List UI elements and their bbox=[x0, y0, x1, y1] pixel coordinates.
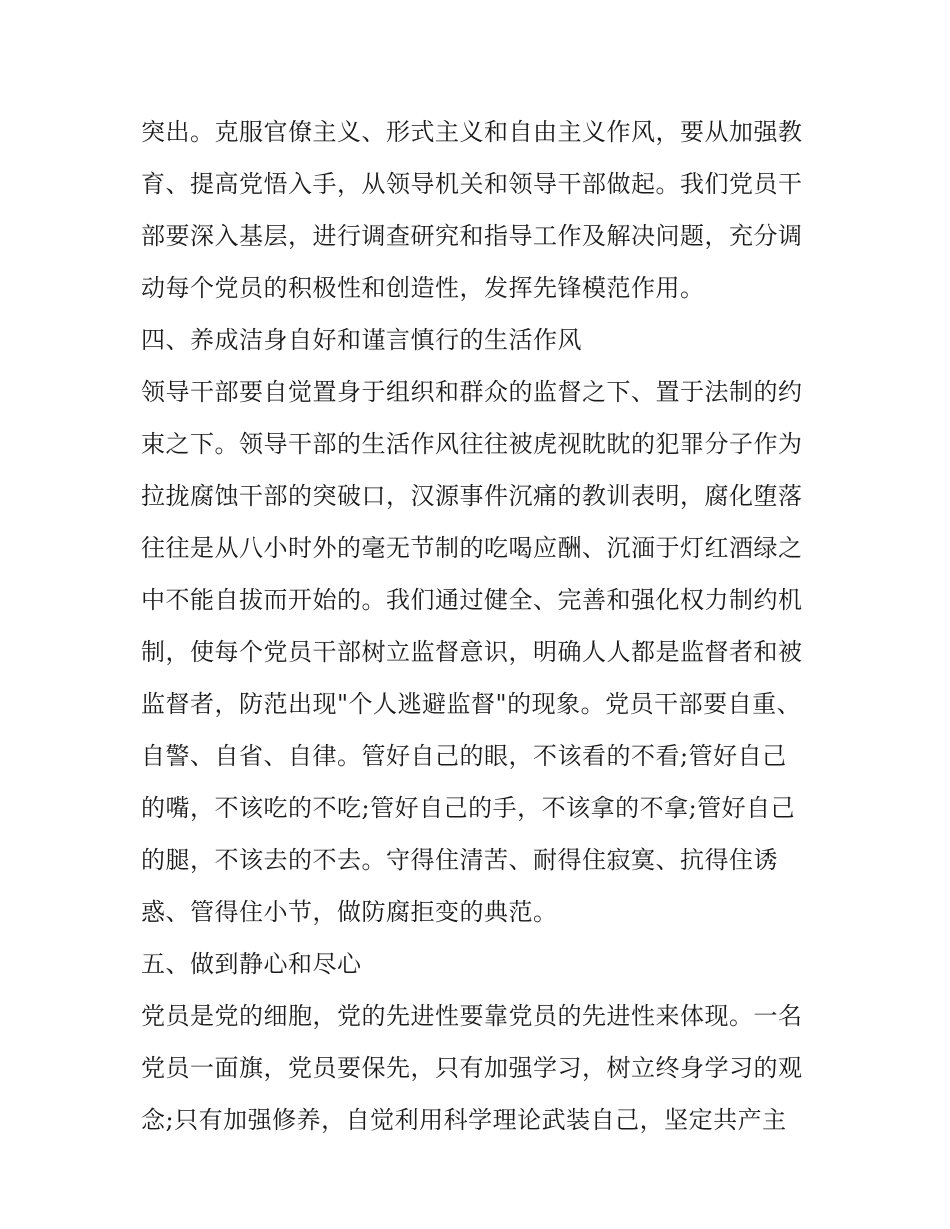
text-line: 念;只有加强修养，自觉利用科学理论武装自己，坚定共产主 bbox=[141, 1106, 787, 1134]
text-line: 的腿，不该去的不去。守得住清苦、耐得住寂寞、抗得住诱 bbox=[141, 846, 778, 874]
text-line: 往往是从八小时外的毫无节制的吃喝应酬、沉湎于灯红酒绿之 bbox=[141, 534, 803, 562]
text-line: 的嘴，不该吃的不吃;管好自己的手，不该拿的不拿;管好自己 bbox=[141, 794, 796, 822]
text-line: 自警、自省、自律。管好自己的眼，不该看的不看;管好自己 bbox=[141, 742, 787, 770]
text-line: 领导干部要自觉置身于组织和群众的监督之下、置于法制的约 bbox=[141, 378, 803, 406]
text-line: 动每个党员的积极性和创造性，发挥先锋模范作用。 bbox=[141, 274, 705, 302]
text-line: 惑、管得住小节，做防腐拒变的典范。 bbox=[141, 898, 558, 926]
text-line: 束之下。领导干部的生活作风往往被虎视眈眈的犯罪分子作为 bbox=[141, 430, 803, 458]
text-line: 党员是党的细胞，党的先进性要靠党员的先进性来体现。一名 bbox=[141, 1002, 803, 1030]
text-line: 拉拢腐蚀干部的突破口，汉源事件沉痛的教训表明，腐化堕落 bbox=[141, 482, 803, 510]
text-line: 部要深入基层，进行调查研究和指导工作及解决问题，充分调 bbox=[141, 222, 803, 250]
text-line: 育、提高党悟入手，从领导机关和领导干部做起。我们党员干 bbox=[141, 170, 803, 198]
text-line: 党员一面旗，党员要保先，只有加强学习，树立终身学习的观 bbox=[141, 1054, 803, 1082]
text-line: 突出。克服官僚主义、形式主义和自由主义作风，要从加强教 bbox=[141, 118, 803, 146]
document-body-text bbox=[141, 106, 821, 1146]
text-line: 制，使每个党员干部树立监督意识，明确人人都是监督者和被 bbox=[141, 638, 803, 666]
section-heading: 四、养成洁身自好和谨言慎行的生活作风 bbox=[141, 326, 582, 354]
text-line: 中不能自拔而开始的。我们通过健全、完善和强化权力制约机 bbox=[141, 586, 803, 614]
section-heading: 五、做到静心和尽心 bbox=[141, 950, 362, 978]
text-line: 监督者，防范出现"个人逃避监督"的现象。党员干部要自重、 bbox=[141, 690, 802, 718]
